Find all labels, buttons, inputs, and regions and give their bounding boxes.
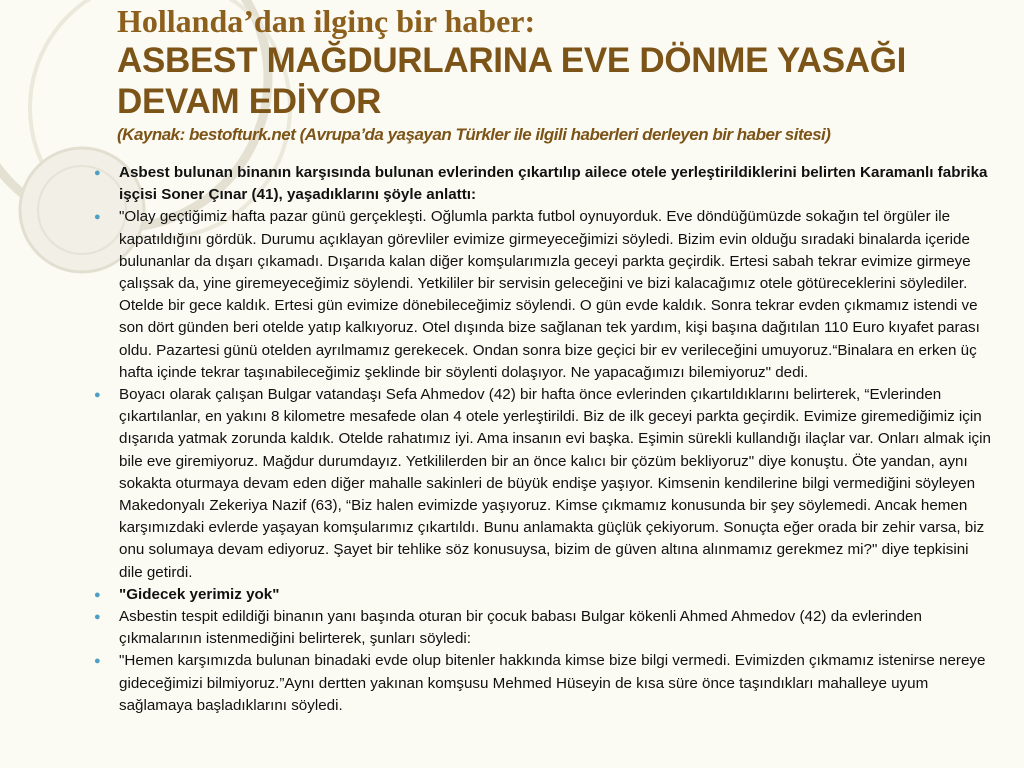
bullet-text: Asbest bulunan binanın karşısında bulunan evlerinden çıkartılıp ailece otele yerleştirildiklerini belirten Karamanlı fabrika işçisi Soner Çınar (41), yaşadıklarını şöyle anlattı:: [119, 164, 988, 204]
bullet-dot-icon: ●: [94, 211, 101, 224]
bullet-item: [94, 162, 994, 206]
bullet-item: [94, 606, 994, 650]
source-note: (Kaynak: bestofturk.net (Avrupa’da yaşayan Türkler ile ilgili haberleri derleyen bir haber sitesi): [117, 125, 831, 144]
bullet-dot-icon: ●: [94, 167, 101, 179]
title-block: [117, 2, 1017, 145]
bullet-item: [94, 206, 994, 384]
bullet-item: [94, 384, 994, 584]
bullet-text: Asbestin tespit edildiği binanın yanı başında oturan bir çocuk babası Bulgar kökenli Ahmed Ahmedov (42) da evlerinden çıkmalarının istenmediğini belirterek, şunları söyledi:: [119, 608, 922, 648]
bullet-text: "Hemen karşımızda bulunan binadaki evde olup bitenler hakkında kimse bize bilgi vermedi. Evimizden çıkmamız istenirse nereye gideceğimizi bilmiyoruz.”Aynı dertten yakınan komşusu Mehmed Hüseyin de kısa süre önce taşındıkları mahalleye uyum sağlamaya başladıklarını söyledi.: [119, 652, 986, 714]
content-area: [94, 162, 994, 717]
bullet-item: [94, 650, 994, 717]
bullet-text: Boyacı olarak çalışan Bulgar vatandaşı Sefa Ahmedov (42) bir hafta önce evlerinden çıkartıldıklarını belirterek, “Evlerinden çıkartılanlar, en yakını 8 kilometre mesafede olan 4 otele yerleştirildi. Biz de ilk geceyi parkta geçirdik. Evimize giremediğimiz için dışarıda yatmak zorunda kaldık. Otelde rahatımız iyi. Ama insanın evi başka. Eşimin sürekli kullandığı ilaçlar var. Onları almak için bile eve giremiyoruz. Mağdur durumdayız. Yetkililerden bir an önce kalıcı bir çözüm bekliyoruz" diye konuştu. Öte yandan, aynı sokakta oturmaya devam eden diğer mahalle sakinleri de büyük endişe yaşıyor. Kimsenin kendilerine bilgi vermediğini söyleyen Makedonyalı Zekeriya Nazif (63), “Biz halen evimizde yaşıyoruz. Kimse çıkmamız konusunda bir şey söylemedi. Ancak hemen karşımızdaki evlerde yaşayan komşularımız çıkartıldı. Bunu anlamakta güçlük çekiyorum. Sonuçta eğer orada bir zehir varsa, biz onu solumaya devam ediyoruz. Şayet bir tehlike söz konusuysa, bizim de güven altına alınmamız gerekmez mi?" diye tepkisini dile getirdi.: [119, 386, 991, 581]
bullet-dot-icon: ●: [94, 389, 101, 402]
bullet-item: [94, 584, 994, 606]
slide-title: Hollanda’dan ilginç bir haber:: [117, 3, 536, 39]
bullet-text: "Olay geçtiğimiz hafta pazar günü gerçekleşti. Oğlumla parkta futbol oynuyorduk. Eve döndüğümüzde sokağın tel örgüler ile kapatıldığını gördük. Durumu açıklayan görevliler evimize girmeyeceğimizi söyledi. Bizim evin olduğu sıradaki binalarda içeride bulunanlar da dışarı çıkamadı. Dışarıda kalan diğer komşularımızla geceyi parkta geçirdik. Ertesi sabah tekrar evimize girmeye çalışsak da, yine giremeyeceğimiz söylendi. Yetkililer bir servisin geleceğini ve bizi kalacağımız otele götüreceklerini söylediler. Otelde bir gece kaldık. Ertesi gün evimize dönebileceğimiz söylendi. O gün evde kaldık. Sonra tekrar evden çıkmamız istendi ve son dört günden beri otelde yatıp kalkıyoruz. Otel dışında bize sağlanan tek yardım, kişi başına dağıtılan 110 Euro kıyafet parası oldu. Pazartesi günü otelden ayrılmamız gerekecek. Ondan sonra bize geçici bir ev verileceğini umuyoruz.“Binalara en erken üç hafta içinde tekrar taşınabileceğimiz şeklinde bir söylenti dolaşıyor. Ne yapacağımızı bilemiyoruz" dedi.: [119, 208, 980, 381]
bullet-dot-icon: ●: [94, 611, 101, 624]
bullet-list: [94, 162, 994, 717]
bullet-dot-icon: ●: [94, 588, 101, 601]
slide-headline: ASBEST MAĞDURLARINA EVE DÖNME YASAĞI DEVAM EDİYOR: [117, 41, 907, 121]
bullet-dot-icon: ●: [94, 655, 101, 668]
bullet-subheading: "Gidecek yerimiz yok": [119, 585, 280, 603]
